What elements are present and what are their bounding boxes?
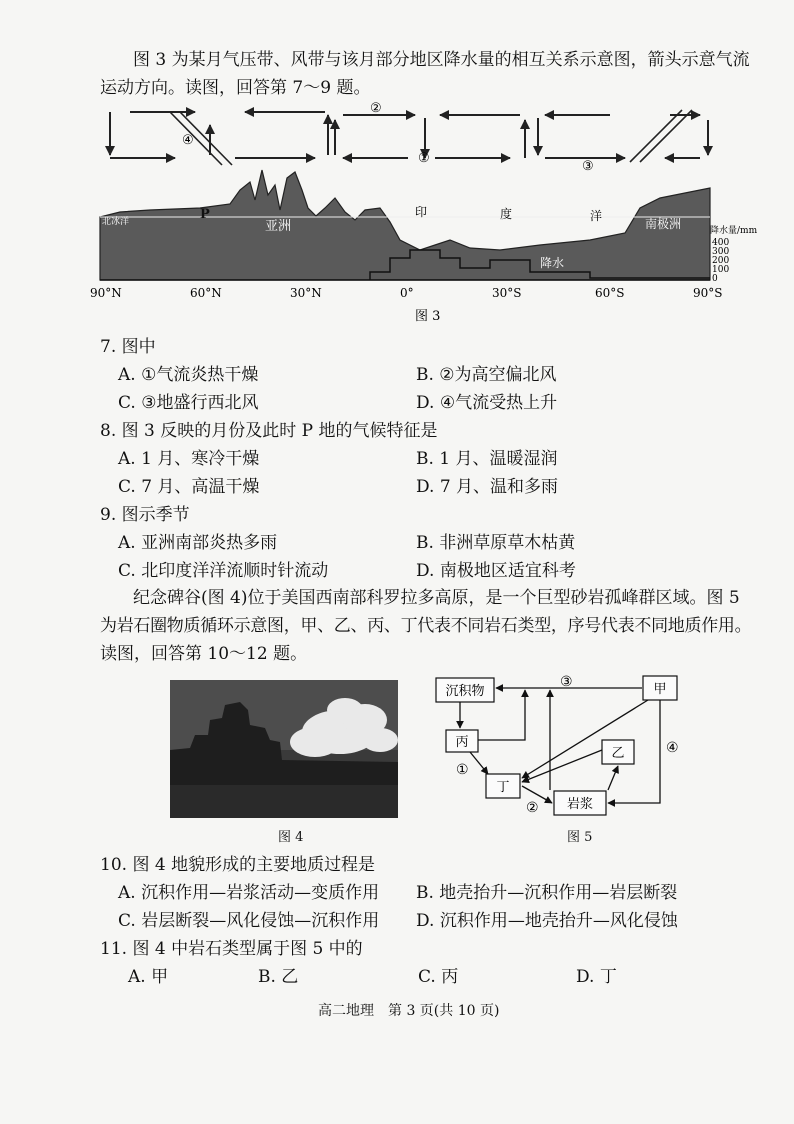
q8-option-b[interactable]: B. 1 月、温暖湿润: [416, 449, 558, 469]
circulation-cell-south: [538, 115, 708, 158]
label-indian-2: 度: [500, 207, 513, 221]
label-indian-1: 印: [415, 205, 428, 219]
fig3-label-1: ①: [418, 151, 430, 166]
label-indian-3: 洋: [590, 209, 603, 223]
lat-tick: 30°S: [492, 286, 522, 300]
lat-tick: 90°S: [693, 286, 723, 300]
q9-option-a[interactable]: A. 亚洲南部炎热多雨: [118, 533, 278, 553]
q10-option-d[interactable]: D. 沉积作用—地壳抬升—风化侵蚀: [416, 911, 678, 931]
q10-option-c[interactable]: C. 岩层断裂—风化侵蚀—沉积作用: [118, 911, 380, 931]
q10-option-b[interactable]: B. 地壳抬升—沉积作用—岩层断裂: [416, 883, 678, 903]
label-rain: 降水: [540, 256, 565, 270]
label-jia: 甲: [653, 682, 667, 697]
precip-axis-ticks: [712, 238, 729, 284]
intro2-line3: 读图，回答第 10～12 题。: [100, 644, 308, 664]
label-antarctica: 南极洲: [645, 217, 682, 231]
q9-option-b[interactable]: B. 非洲草原草木枯黄: [416, 533, 576, 553]
precip-axis-title: 降水量/mm: [710, 226, 758, 236]
number-1: ①: [456, 762, 469, 778]
lat-tick: 0°: [400, 286, 414, 300]
label-bing: 丙: [455, 735, 469, 750]
label-ding: 丁: [496, 780, 510, 795]
fig3-label-3: ③: [582, 159, 594, 174]
q7-option-c[interactable]: C. ③地盛行西北风: [118, 393, 259, 413]
precip-tick: 100: [712, 265, 730, 275]
intro2-line1: 纪念碑谷(图 4)位于美国西南部科罗拉多高原，是一个巨型砂岩孤峰群区域。图 5: [133, 588, 740, 608]
page-footer: 高二地理 第 3 页(共 10 页): [318, 1003, 500, 1019]
lat-tick: 60°S: [595, 286, 625, 300]
front-lines-left: [170, 112, 232, 165]
q11-option-a[interactable]: A. 甲: [128, 967, 169, 987]
precip-tick: 300: [712, 247, 730, 257]
q9-option-c[interactable]: C. 北印度洋洋流顺时针流动: [118, 561, 329, 581]
fig3-label-4: ④: [182, 133, 194, 148]
q11-stem: 11. 图 4 中岩石类型属于图 5 中的: [100, 939, 363, 959]
fig5-caption: 图 5: [567, 830, 593, 845]
terrain-profile: [100, 170, 710, 280]
intro2-line2: 为岩石圈物质循环示意图，甲、乙、丙、丁代表不同岩石类型，序号代表不同地质作用。: [100, 616, 752, 636]
precip-tick: 0: [712, 274, 718, 284]
number-4: ④: [666, 740, 679, 756]
precip-tick: 200: [712, 256, 730, 266]
number-2: ②: [526, 800, 539, 816]
lat-tick: 90°N: [90, 286, 122, 300]
q8-option-d[interactable]: D. 7 月、温和多雨: [416, 477, 559, 497]
q7-stem: 7. 图中: [100, 337, 156, 357]
label-north-ice: 北冰洋: [102, 217, 130, 227]
q11-option-b[interactable]: B. 乙: [258, 967, 299, 987]
intro1-line2: 运动方向。读图，回答第 7～9 题。: [100, 78, 371, 98]
precip-tick: 400: [712, 238, 730, 248]
q9-stem: 9. 图示季节: [100, 505, 190, 525]
q8-option-a[interactable]: A. 1 月、寒冷干燥: [118, 449, 260, 469]
label-sediment: 沉积物: [445, 684, 485, 699]
label-p: P: [200, 207, 210, 222]
figure-4-photo: [170, 680, 398, 818]
lat-tick: 30°N: [290, 286, 322, 300]
label-asia: 亚洲: [265, 219, 292, 234]
label-magma: 岩浆: [566, 797, 594, 812]
q11-option-d[interactable]: D. 丁: [576, 967, 617, 987]
circulation-cell-equatorial: [335, 115, 525, 158]
number-3: ③: [560, 674, 573, 690]
figure-3: [90, 100, 758, 325]
lat-tick: 60°N: [190, 286, 222, 300]
intro1-line1: 图 3 为某月气压带、风带与该月部分地区降水量的相互关系示意图，箭头示意气流: [133, 50, 750, 70]
figure-5-rock-cycle: [430, 670, 700, 842]
q7-option-a[interactable]: A. ①气流炎热干燥: [118, 365, 259, 385]
q10-option-a[interactable]: A. 沉积作用—岩浆活动—变质作用: [118, 883, 380, 903]
q9-option-d[interactable]: D. 南极地区适宜科考: [416, 561, 576, 581]
q8-option-c[interactable]: C. 7 月、高温干燥: [118, 477, 260, 497]
q10-stem: 10. 图 4 地貌形成的主要地质过程是: [100, 855, 376, 875]
label-yi: 乙: [611, 746, 625, 761]
fig3-label-2: ②: [370, 101, 382, 116]
q8-stem: 8. 图 3 反映的月份及此时 P 地的气候特征是: [100, 421, 438, 441]
q11-option-c[interactable]: C. 丙: [418, 967, 459, 987]
fig4-caption: 图 4: [278, 830, 304, 845]
q7-option-b[interactable]: B. ②为高空偏北风: [416, 365, 557, 385]
latitude-ticks: [90, 286, 723, 300]
fig3-caption: 图 3: [415, 309, 441, 324]
q7-option-d[interactable]: D. ④气流受热上升: [416, 393, 558, 413]
front-lines-right: [630, 110, 692, 162]
